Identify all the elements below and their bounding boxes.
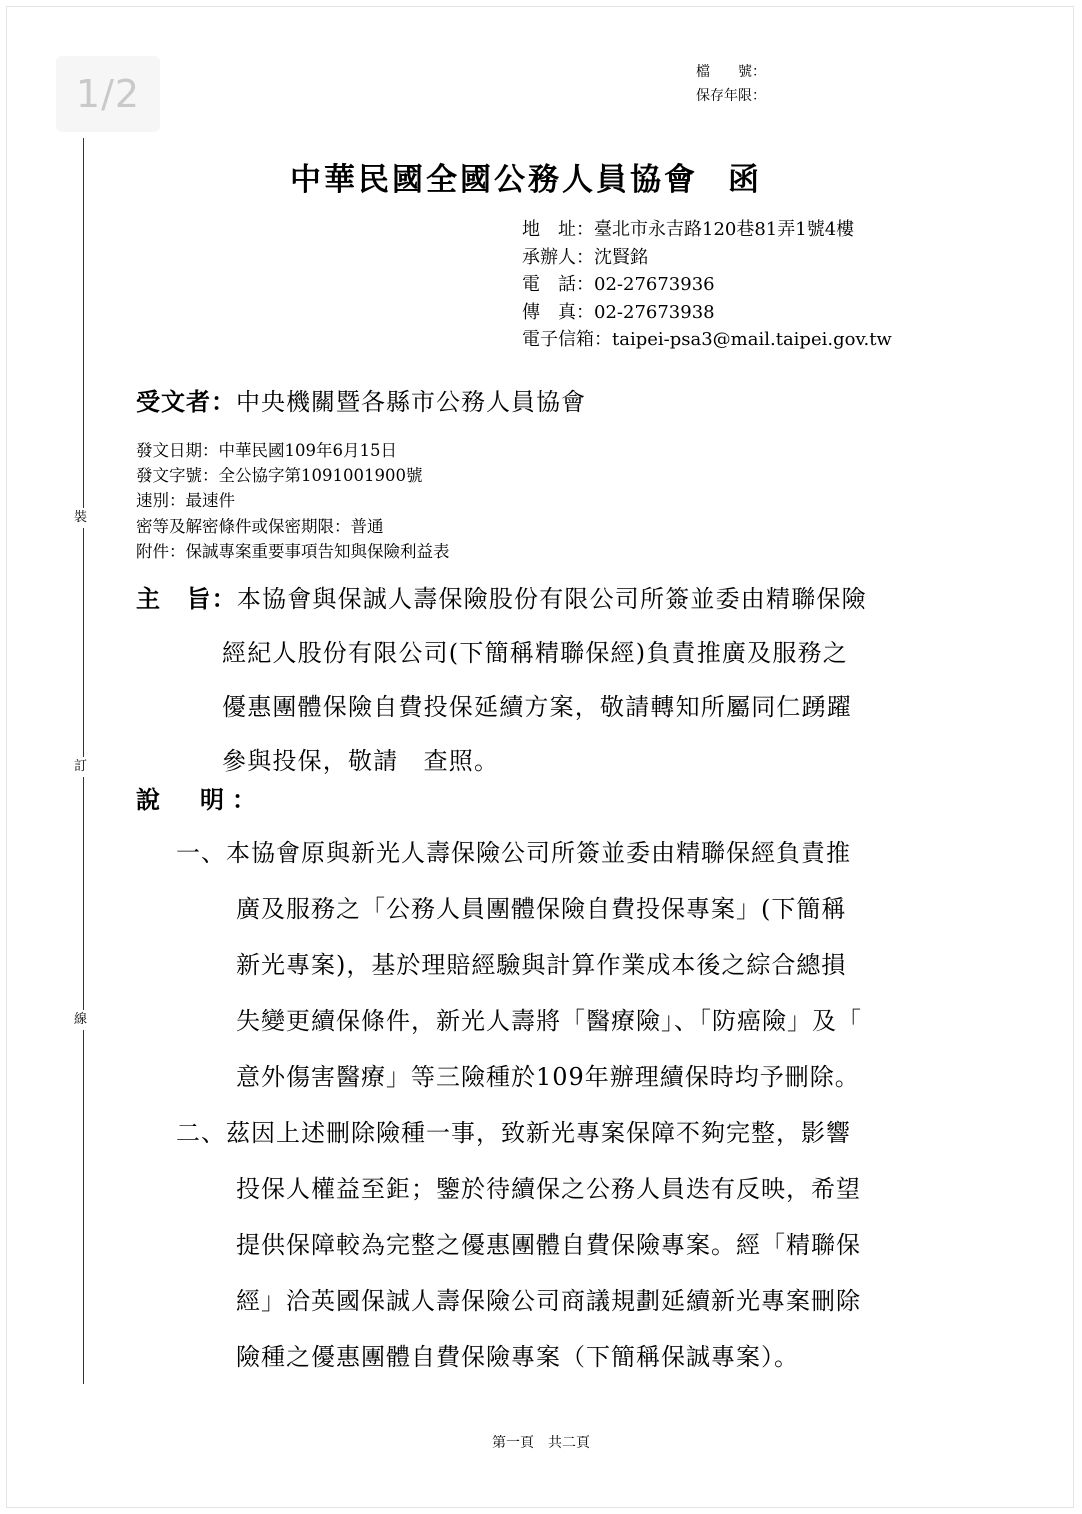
explanation-item-line: 意外傷害醫療」等三險種於109年辦理續保時均予刪除。 bbox=[236, 1063, 860, 1091]
dispatch-meta bbox=[136, 438, 450, 564]
page-footer: 第一頁 共二頁 bbox=[492, 1435, 590, 1451]
issuer-name: 中華民國全國公務人員協會 bbox=[290, 162, 698, 198]
contact-phone: 電 話：02-27673936 bbox=[522, 274, 715, 295]
file-number-label: 檔 號： bbox=[696, 64, 766, 80]
recipient-label: 受文者： bbox=[136, 388, 236, 416]
subject-line: 主 旨：本協會與保誠人壽保險股份有限公司所簽並委由精聯保險 bbox=[136, 585, 867, 613]
explanation-item-line: 一、本協會原與新光人壽保險公司所簽並委由精聯保經負責推 bbox=[176, 839, 851, 867]
retention-label: 保存年限： bbox=[696, 88, 766, 104]
recipient-value: 中央機關暨各縣市公務人員協會 bbox=[236, 388, 586, 416]
contact-address: 地 址：臺北市永吉路120巷81弄1號4樓 bbox=[522, 219, 855, 240]
contact-block bbox=[522, 216, 892, 354]
subject-line: 優惠團體保險自費投保延續方案，敬請轉知所屬同仁踴躍 bbox=[222, 693, 852, 721]
dispatch-date: 發文日期：中華民國109年6月15日 bbox=[136, 441, 397, 460]
contact-email: 電子信箱：taipei-psa3@mail.taipei.gov.tw bbox=[522, 329, 892, 350]
subject-line: 經紀人股份有限公司(下簡稱精聯保經)負責推廣及服務之 bbox=[222, 639, 848, 667]
subject-label: 主 旨： bbox=[136, 585, 237, 613]
archive-info bbox=[696, 60, 766, 108]
page-indicator-badge: 1/2 bbox=[56, 56, 160, 132]
dispatch-secrecy: 密等及解密條件或保密期限：普通 bbox=[136, 516, 384, 536]
contact-handler: 承辦人：沈賢銘 bbox=[522, 246, 648, 268]
explanation-label: 說 明： bbox=[136, 786, 264, 814]
explanation-item-line: 二、茲因上述刪除險種一事，致新光專案保障不夠完整，影響 bbox=[176, 1119, 851, 1147]
explanation-item-line: 投保人權益至鉅；鑒於待續保之公務人員迭有反映，希望 bbox=[236, 1175, 861, 1203]
explanation-item-line: 經」洽英國保誠人壽保險公司商議規劃延續新光專案刪除 bbox=[236, 1287, 861, 1315]
dispatch-attachment: 附件：保誠專案重要事項告知與保險利益表 bbox=[136, 541, 450, 561]
subject-section bbox=[136, 580, 956, 796]
explanation-item-line: 新光專案)，基於理賠經驗與計算作業成本後之綜合總損 bbox=[236, 951, 847, 979]
contact-fax: 傳 真：02-27673938 bbox=[522, 301, 715, 323]
item-number: 一、 bbox=[176, 839, 226, 867]
explanation-item-line: 失變更續保條件，新光人壽將「醫療險」、「防癌險」及「 bbox=[236, 1007, 862, 1035]
binding-mark-xian: 線 bbox=[74, 1010, 87, 1030]
dispatch-speed: 速別：最速件 bbox=[136, 491, 235, 511]
document-title bbox=[290, 154, 762, 199]
item-number: 二、 bbox=[176, 1119, 226, 1147]
explanation-items bbox=[176, 834, 966, 1394]
explanation-item-line: 險種之優惠團體自費保險專案（下簡稱保誠專案）。 bbox=[236, 1343, 799, 1371]
explanation-item-line: 廣及服務之「公務人員團體保險自費投保專案」(下簡稱 bbox=[236, 895, 847, 923]
binding-mark-ding: 訂 bbox=[74, 757, 87, 777]
binding-mark-zhuang: 裝 bbox=[74, 508, 87, 528]
explanation-item-line: 提供保障較為完整之優惠團體自費保險專案。經「精聯保 bbox=[236, 1231, 861, 1259]
subject-line: 參與投保，敬請 查照。 bbox=[222, 747, 500, 775]
dispatch-number: 發文字號：全公協字第1091001900號 bbox=[136, 466, 423, 486]
document-kind: 函 bbox=[728, 162, 762, 198]
recipient-line bbox=[136, 382, 586, 417]
